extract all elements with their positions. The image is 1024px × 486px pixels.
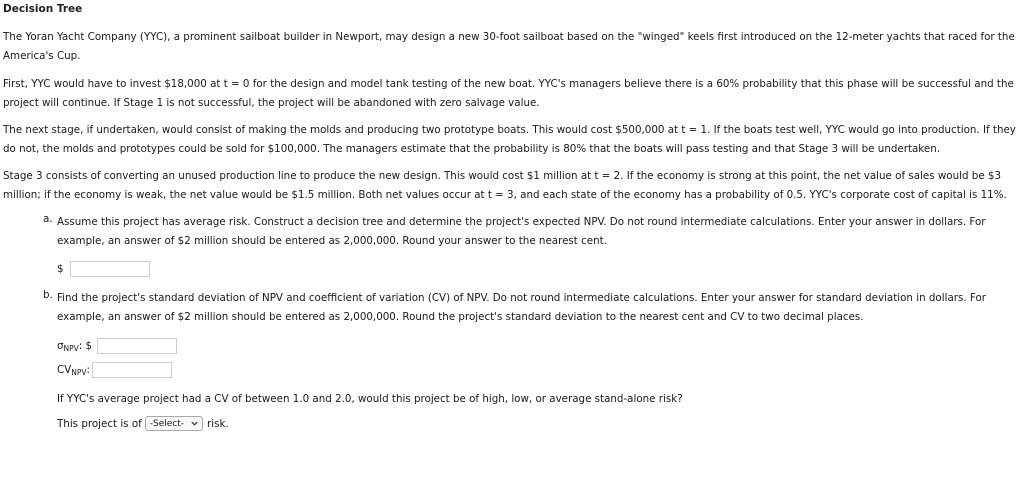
currency-label: $ xyxy=(57,263,64,275)
page-title: Decision Tree xyxy=(3,3,83,15)
intro-paragraph: The Yoran Yacht Company (YYC), a prominent sailboat builder in Newport, may design a new 30-foot sailboat based on the "winged" keels first introduced on the 12-meter yachts that raced for the America's Cup. xyxy=(3,31,1015,62)
risk-select-value: -Select- xyxy=(149,418,185,429)
risk-suffix: risk. xyxy=(207,417,229,430)
stage2-paragraph: The next stage, if undertaken, would consist of making the molds and producing two prototype boats. This would cost $500,000 at t = 1. If the boats test well, YYC would go into production. If they do not, the molds and prototypes could be sold for $100,000. The managers estimate that the probability is 80% that the boats will pass testing and that Stage 3 will be undertaken. xyxy=(3,124,1016,155)
stage1-paragraph: First, YYC would have to invest $18,000 at t = 0 for the design and model tank testing of the new boat. YYC's managers believe there is a 60% probability that this phase will be successful and the project will continue. If Stage 1 is not successful, the project will be abandoned with zero salvage value. xyxy=(3,78,1014,109)
cv-npv-label xyxy=(57,364,90,377)
problem-page xyxy=(3,2,1021,431)
npv-answer-row xyxy=(43,259,1021,279)
risk-answer-row xyxy=(43,416,1021,431)
cv-subscript: NPV xyxy=(71,367,87,377)
expected-npv-input[interactable] xyxy=(70,261,150,277)
question-b-text: Find the project's standard deviation of NPV and coefficient of variation (CV) of NPV. Do not round intermediate calculations. Enter your answer for standard deviation in dollars. For example, an answer of $2 million should be entered as 2,000,000. Round the project's standard deviation to the nearest cent and CV to two decimal places. xyxy=(57,292,986,323)
sigma-npv-row xyxy=(43,336,1021,356)
risk-question: If YYC's average project had a CV of between 1.0 and 2.0, would this project be of high, low, or average stand-alone risk? xyxy=(57,393,683,405)
cv-npv-input[interactable] xyxy=(92,362,172,378)
std-dev-npv-input[interactable] xyxy=(97,338,177,354)
cv-npv-row xyxy=(43,360,1021,380)
risk-select[interactable] xyxy=(145,416,203,431)
stage3-paragraph: Stage 3 consists of converting an unused production line to produce the new design. This would cost $1 million at t = 2. If the economy is strong at this point, the net value of sales would be $3 million; if the economy is weak, the net value would be $1.5 million. Both net values occur at t = 3, and each state of the economy has a probability of 0.5. YYC's corporate cost of capital is 11%. xyxy=(3,170,1007,201)
question-a-text: Assume this project has average risk. Construct a decision tree and determine the project's expected NPV. Do not round intermediate calculations. Enter your answer in dollars. For example, an answer of $2 million should be entered as 2,000,000. Round your answer to the nearest cent. xyxy=(57,216,986,247)
question-b-letter: b. xyxy=(43,289,53,301)
cv-suffix: : xyxy=(86,363,90,376)
chevron-down-icon xyxy=(190,419,199,428)
sigma-symbol: σ xyxy=(57,339,64,352)
questions-section xyxy=(3,213,1021,431)
risk-prefix: This project is of xyxy=(57,417,142,430)
question-a xyxy=(43,213,1021,250)
question-b xyxy=(43,289,1021,326)
sigma-subscript: NPV xyxy=(63,343,79,353)
sigma-npv-label xyxy=(57,340,92,353)
question-a-letter: a. xyxy=(43,213,53,225)
sigma-suffix: : $ xyxy=(78,339,93,352)
cv-text: CV xyxy=(57,363,72,376)
